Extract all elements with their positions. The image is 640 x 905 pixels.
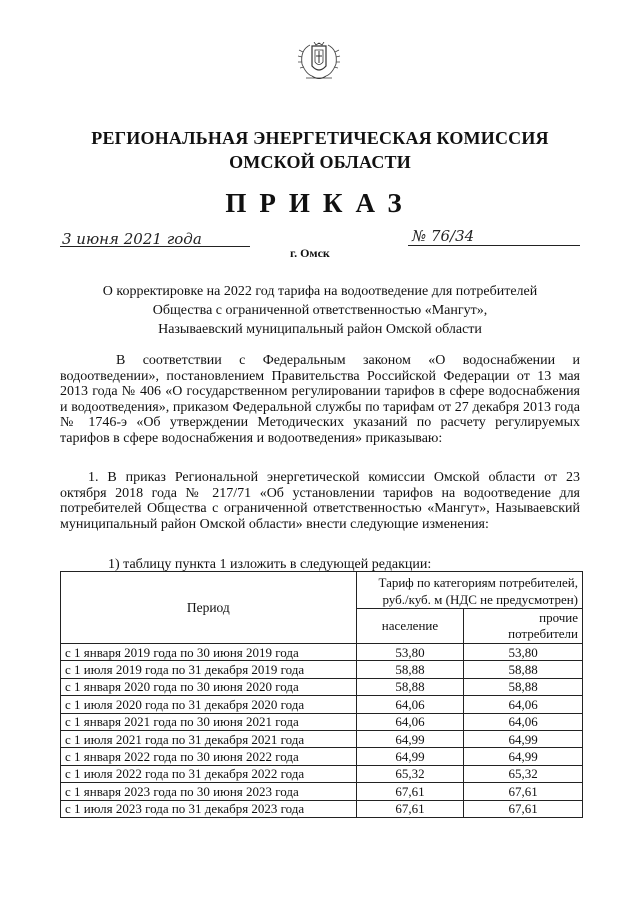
other-tariff-cell: 53,80 — [464, 644, 583, 661]
city-label: г. Омск — [290, 246, 330, 260]
period-cell: с 1 января 2022 года по 30 июня 2022 года — [61, 748, 357, 765]
subject-line1: О корректировке на 2022 год тарифа на водоотведение для потребителей — [102, 284, 538, 299]
handwritten-date: 3 июня 2021 года — [62, 230, 202, 248]
number-underline — [408, 245, 580, 246]
handwritten-order-number: № 76/34 — [412, 227, 475, 245]
other-tariff-cell: 58,88 — [464, 678, 583, 695]
table-row — [61, 678, 583, 695]
table-row — [61, 730, 583, 747]
other-tariff-cell: 64,99 — [464, 730, 583, 747]
other-tariff-cell: 64,06 — [464, 713, 583, 730]
document-type-title: ПРИКАЗ — [225, 188, 415, 218]
preamble-paragraph: В соответствии с Федеральным законом «О водоснабжении и водоотведении», постановлением Правительства Российской Федерации от 13 мая 2013 года № 406 «О государственном регулировании тарифов в сфере водоснабжения и водоотведения», приказом Федеральной службы по тарифам от 27 декабря 2013 года № 1746-э «Об утверждении Методических указаний по расчету регулируемых тарифов в сфере водоснабжения и водоотведения» приказываю: — [60, 353, 580, 446]
subject-line3: Называевский муниципальный район Омской области — [158, 322, 482, 337]
population-tariff-cell: 64,99 — [356, 730, 464, 747]
period-cell: с 1 июля 2022 года по 31 декабря 2022 года — [61, 765, 357, 782]
table-row — [61, 644, 583, 661]
subject-line2: Общества с ограниченной ответственностью «Мангут», — [152, 303, 488, 318]
period-cell: с 1 июля 2019 года по 31 декабря 2019 года — [61, 661, 357, 678]
population-tariff-cell: 53,80 — [356, 644, 464, 661]
column-header-tariff: Тариф по категориям потребителей, руб./куб. м (НДС не предусмотрен) — [356, 572, 582, 609]
other-tariff-cell: 58,88 — [464, 661, 583, 678]
column-header-period: Период — [61, 572, 357, 644]
table-row — [61, 696, 583, 713]
population-tariff-cell: 58,88 — [356, 661, 464, 678]
population-tariff-cell: 64,06 — [356, 713, 464, 730]
table-row — [61, 783, 583, 800]
population-tariff-cell: 58,88 — [356, 678, 464, 695]
period-cell: с 1 января 2021 года по 30 июня 2021 года — [61, 713, 357, 730]
column-header-other-consumers: прочие потребители — [464, 609, 583, 644]
period-cell: с 1 января 2020 года по 30 июня 2020 года — [61, 678, 357, 695]
tariff-table — [60, 571, 583, 818]
table-row — [61, 748, 583, 765]
period-cell: с 1 января 2023 года по 30 июня 2023 года — [61, 783, 357, 800]
organization-name-line1: РЕГИОНАЛЬНАЯ ЭНЕРГЕТИЧЕСКАЯ КОМИССИЯ — [91, 128, 549, 148]
population-tariff-cell: 67,61 — [356, 783, 464, 800]
order-subject — [60, 282, 580, 339]
table-row — [61, 661, 583, 678]
table-row — [61, 800, 583, 817]
coat-of-arms-icon — [288, 42, 350, 84]
table-row — [61, 713, 583, 730]
clause-1-paragraph: 1. В приказ Региональной энергетической комиссии Омской области от 23 октября 2018 года № 217/71 «Об установлении тарифов на водоотведение для потребителей Общества с ограниченной ответственностью «Мангут», Называевский муниципальный район Омской области» внести следующие изменения: — [60, 470, 580, 532]
period-cell: с 1 июля 2021 года по 31 декабря 2021 года — [61, 730, 357, 747]
date-underline — [60, 246, 250, 247]
other-tariff-cell: 64,99 — [464, 748, 583, 765]
table-row — [61, 765, 583, 782]
column-header-population: население — [356, 609, 464, 644]
other-tariff-cell: 67,61 — [464, 800, 583, 817]
other-tariff-cell: 67,61 — [464, 783, 583, 800]
period-cell: с 1 июля 2020 года по 31 декабря 2020 года — [61, 696, 357, 713]
other-tariff-cell: 65,32 — [464, 765, 583, 782]
other-tariff-cell: 64,06 — [464, 696, 583, 713]
table-header-row — [61, 572, 583, 609]
period-cell: с 1 января 2019 года по 30 июня 2019 года — [61, 644, 357, 661]
population-tariff-cell: 64,06 — [356, 696, 464, 713]
population-tariff-cell: 67,61 — [356, 800, 464, 817]
population-tariff-cell: 64,99 — [356, 748, 464, 765]
subclause-1-paragraph: 1) таблицу пункта 1 изложить в следующей редакции: — [108, 557, 432, 572]
period-cell: с 1 июля 2023 года по 31 декабря 2023 года — [61, 800, 357, 817]
population-tariff-cell: 65,32 — [356, 765, 464, 782]
organization-name-line2: ОМСКОЙ ОБЛАСТИ — [229, 152, 411, 172]
